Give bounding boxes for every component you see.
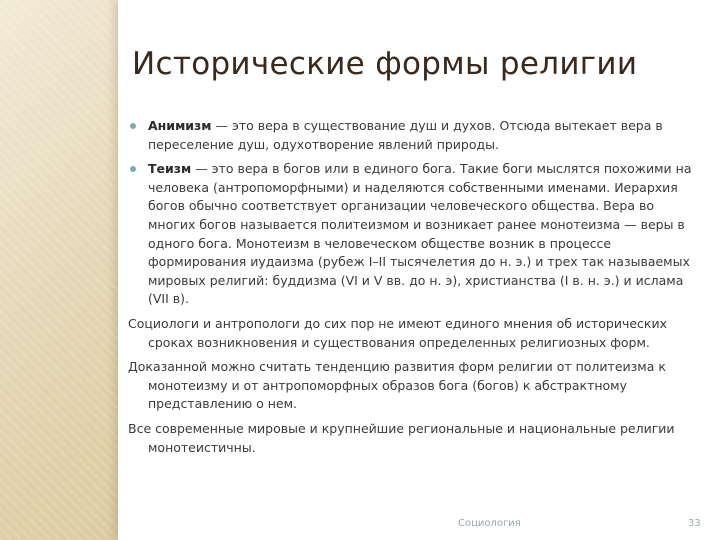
- bullet-text: — это вера в богов или в единого бога. Такие боги мыслятся похожими на человека (антропоморфными) и наделяются собственными именами. Иерархия богов обычно соответствует организации человеческого общества. Вера во многих богов называется политеизмом и возникает ранее монотеизма — веры в одного бога. Монотеизм в человеческом обществе возник в процессе формирования иудаизма (рубеж I–II тысячелетия до н. э.) и трех так называемых мировых религий: буддизма (VI и V вв. до н. э), христианства (I в. н. э.) и ислама (VII в).: [148, 161, 692, 307]
- bullet-term: Теизм: [148, 161, 192, 177]
- footer-label: Социология: [458, 518, 521, 529]
- bullet-dot-icon: [130, 166, 136, 172]
- paragraph: Социологи и антропологи до сих пор не имеют единого мнения об исторических сроках возникновения и существования определенных религиозных форм.: [128, 315, 667, 350]
- bullet-text: — это вера в существование душ и духов. Отсюда вытекает вера в переселение душ, одухотворение явлений природы.: [148, 118, 663, 152]
- paragraph: Все современные мировые и крупнейшие региональные и национальные религии монотеистичны.: [128, 420, 675, 455]
- decorative-side-band: [0, 0, 118, 540]
- slide-content: [128, 117, 700, 463]
- page-number: 33: [688, 518, 701, 529]
- slide-title: Исторические формы религии: [132, 46, 638, 82]
- bullet-term: Анимизм: [148, 118, 212, 133]
- bullet-dot-icon: [130, 123, 136, 129]
- bullet-theism: [128, 160, 700, 309]
- paragraph: Доказанной можно считать тенденцию развития форм религии от политеизма к монотеизму и от антропоморфных образов бога (богов) к абстрактному представлению о нем.: [128, 359, 666, 412]
- bullet-animism: [128, 117, 700, 154]
